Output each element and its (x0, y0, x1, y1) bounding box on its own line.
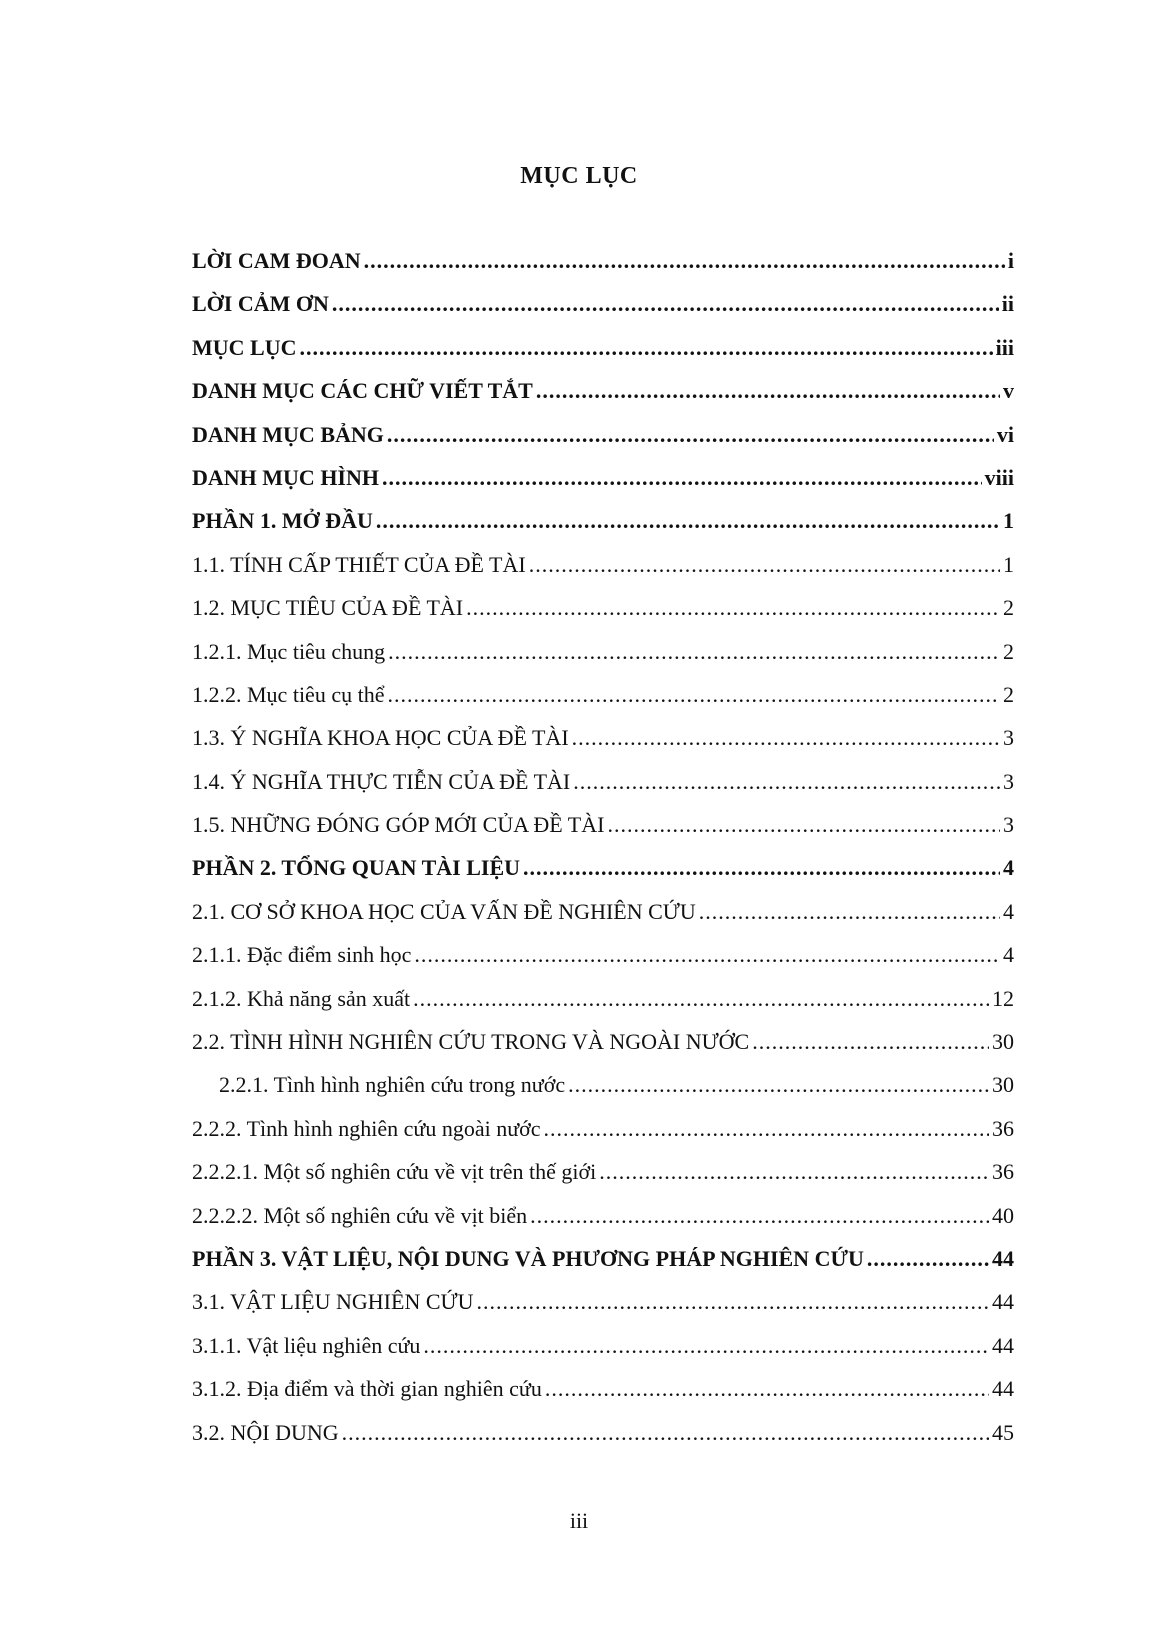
toc-entry-page: 36 (992, 1159, 1014, 1185)
toc-dot-leader (530, 1203, 989, 1229)
toc-entry-page: 1 (1003, 551, 1014, 577)
toc-entry-label: 1.2. MỤC TIÊU CỦA ĐỀ TÀI (192, 595, 464, 621)
toc-entry[interactable] (192, 335, 1014, 378)
toc-entry-label: PHẦN 3. VẬT LIỆU, NỘI DUNG VÀ PHƯƠNG PHÁP NGHIÊN CỨU (192, 1245, 864, 1271)
toc-entry-label: 2.1.1. Đặc điểm sinh học (192, 942, 412, 968)
toc-entry-page: 4 (1003, 898, 1014, 924)
toc-entry-page: iii (995, 334, 1014, 360)
toc-entry-page: 3 (1003, 812, 1014, 838)
toc-entry[interactable] (192, 1159, 1014, 1202)
toc-entry[interactable] (192, 725, 1014, 768)
toc-entry-page: vi (996, 421, 1014, 447)
toc-entry[interactable] (192, 812, 1014, 855)
toc-dot-leader (523, 855, 1000, 881)
toc-entry-page: 3 (1003, 768, 1014, 794)
toc-dot-leader (332, 291, 999, 317)
toc-entry-page: ii (1001, 291, 1014, 317)
toc-entry-label: DANH MỤC CÁC CHỮ VIẾT TẮT (192, 378, 533, 404)
toc-entry-label: DANH MỤC BẢNG (192, 421, 384, 447)
toc-entry-label: 1.1. TÍNH CẤP THIẾT CỦA ĐỀ TÀI (192, 551, 526, 577)
toc-entry-label: 2.1. CƠ SỞ KHOA HỌC CỦA VẤN ĐỀ NGHIÊN CỨU (192, 898, 696, 924)
page-title: MỤC LỤC (520, 163, 638, 189)
toc-entry[interactable] (192, 422, 1014, 465)
toc-entry[interactable] (192, 595, 1014, 638)
toc-entry-label: 1.4. Ý NGHĨA THỰC TIỄN CỦA ĐỀ TÀI (192, 768, 571, 794)
toc-dot-leader (572, 725, 1000, 751)
toc-dot-leader (300, 335, 993, 361)
toc-dot-leader (414, 942, 1000, 968)
toc-dot-leader (599, 1159, 989, 1185)
toc-dot-leader (387, 422, 994, 448)
toc-dot-leader (382, 465, 982, 491)
toc-entry-page: 2 (1003, 681, 1014, 707)
toc-entry[interactable] (192, 1203, 1014, 1246)
toc-entry-page: 30 (992, 1072, 1014, 1098)
toc-entry-label: 2.1.2. Khả năng sản xuất (192, 985, 411, 1011)
toc-entry-page: i (1007, 248, 1014, 273)
toc-entry-label: 3.1.1. Vật liệu nghiên cứu (192, 1332, 421, 1358)
toc-entry-page: 44 (992, 1376, 1014, 1402)
toc-dot-leader (573, 769, 1000, 795)
toc-entry-page: v (1003, 378, 1014, 404)
toc-entry-label: 2.2.2. Tình hình nghiên cứu ngoài nước (192, 1115, 541, 1141)
toc-entry[interactable] (192, 1376, 1014, 1419)
toc-entry-label: 3.1. VẬT LIỆU NGHIÊN CỨU (192, 1289, 474, 1315)
page-number: iii (569, 1508, 589, 1533)
toc-entry[interactable] (192, 682, 1014, 725)
toc-dot-leader (342, 1420, 989, 1446)
toc-entry[interactable] (192, 248, 1014, 291)
toc-entry[interactable] (192, 769, 1014, 812)
toc-entry-page: 40 (992, 1202, 1014, 1228)
toc-entry[interactable] (192, 291, 1014, 334)
toc-entry[interactable] (192, 1420, 1014, 1463)
toc-dot-leader (529, 552, 1000, 578)
toc-dot-leader (545, 1376, 989, 1402)
toc-dot-leader (387, 682, 1000, 708)
toc-entry[interactable] (192, 552, 1014, 595)
toc-dot-leader (752, 1029, 989, 1055)
toc-entry[interactable] (192, 1289, 1014, 1332)
toc-entry[interactable] (192, 465, 1014, 508)
toc-entry[interactable] (192, 508, 1014, 551)
toc-dot-leader (376, 508, 1000, 534)
toc-entry-label: 2.2.2.2. Một số nghiên cứu về vịt biển (192, 1202, 528, 1228)
toc-entry-label: 1.2.2. Mục tiêu cụ thể (192, 681, 385, 707)
toc-entry-page: 36 (992, 1115, 1014, 1141)
toc-dot-leader (544, 1116, 989, 1142)
toc-entry-label: 2.2.2.1. Một số nghiên cứu về vịt trên thế giới (192, 1159, 597, 1185)
toc-entry-page: 2 (1003, 638, 1014, 664)
toc-entry[interactable] (192, 1116, 1014, 1159)
toc-dot-leader (607, 812, 1000, 838)
toc-entry-label: 2.2.1. Tình hình nghiên cứu trong nước (219, 1072, 566, 1098)
toc-dot-leader (867, 1246, 989, 1272)
table-of-contents (192, 248, 1014, 1463)
toc-entry[interactable] (192, 942, 1014, 985)
toc-entry-label: 3.2. NỘI DUNG (192, 1419, 339, 1445)
toc-entry-label: 2.2. TÌNH HÌNH NGHIÊN CỨU TRONG VÀ NGOÀI NƯỚC (192, 1029, 750, 1055)
toc-entry[interactable] (192, 1029, 1014, 1072)
toc-entry-label: DANH MỤC HÌNH (192, 464, 379, 490)
toc-dot-leader (476, 1289, 989, 1315)
toc-entry-label: PHẦN 1. MỞ ĐẦU (192, 508, 373, 534)
toc-entry-label: LỜI CAM ĐOAN (192, 248, 361, 273)
toc-entry-page: 1 (1003, 508, 1014, 534)
toc-entry-page: 4 (1003, 942, 1014, 968)
toc-entry-page: 45 (992, 1419, 1014, 1445)
toc-entry-page: 44 (992, 1245, 1014, 1271)
toc-dot-leader (466, 595, 1000, 621)
toc-entry-label: 1.2.1. Mục tiêu chung (192, 638, 386, 664)
toc-entry[interactable] (192, 1333, 1014, 1376)
toc-entry-page: viii (984, 464, 1014, 490)
toc-dot-leader (699, 899, 1000, 925)
toc-entry-page: 3 (1003, 725, 1014, 751)
toc-dot-leader (364, 248, 1005, 274)
toc-entry-label: 1.5. NHỮNG ĐÓNG GÓP MỚI CỦA ĐỀ TÀI (192, 812, 605, 838)
toc-entry-page: 12 (992, 985, 1014, 1011)
toc-entry[interactable] (192, 378, 1014, 421)
toc-dot-leader (423, 1333, 989, 1359)
toc-entry-page: 2 (1003, 595, 1014, 621)
toc-entry[interactable] (192, 639, 1014, 682)
toc-entry-label: LỜI CẢM ƠN (192, 291, 329, 317)
toc-entry[interactable] (192, 899, 1014, 942)
toc-entry[interactable] (192, 855, 1014, 898)
toc-entry[interactable] (192, 1072, 1014, 1115)
toc-entry-page: 44 (992, 1289, 1014, 1315)
toc-entry[interactable] (192, 986, 1014, 1029)
toc-entry-label: PHẦN 2. TỔNG QUAN TÀI LIỆU (192, 855, 521, 881)
toc-dot-leader (413, 986, 989, 1012)
toc-dot-leader (568, 1072, 989, 1098)
toc-entry-label: 1.3. Ý NGHĨA KHOA HỌC CỦA ĐỀ TÀI (192, 725, 569, 751)
toc-entry-page: 44 (992, 1332, 1014, 1358)
toc-entry[interactable] (192, 1246, 1014, 1289)
toc-entry-label: 3.1.2. Địa điểm và thời gian nghiên cứu (192, 1376, 542, 1402)
toc-entry-page: 30 (992, 1029, 1014, 1055)
toc-dot-leader (388, 639, 1000, 665)
toc-dot-leader (536, 378, 1000, 404)
toc-entry-label: MỤC LỤC (192, 334, 297, 360)
toc-entry-page: 4 (1003, 855, 1014, 881)
